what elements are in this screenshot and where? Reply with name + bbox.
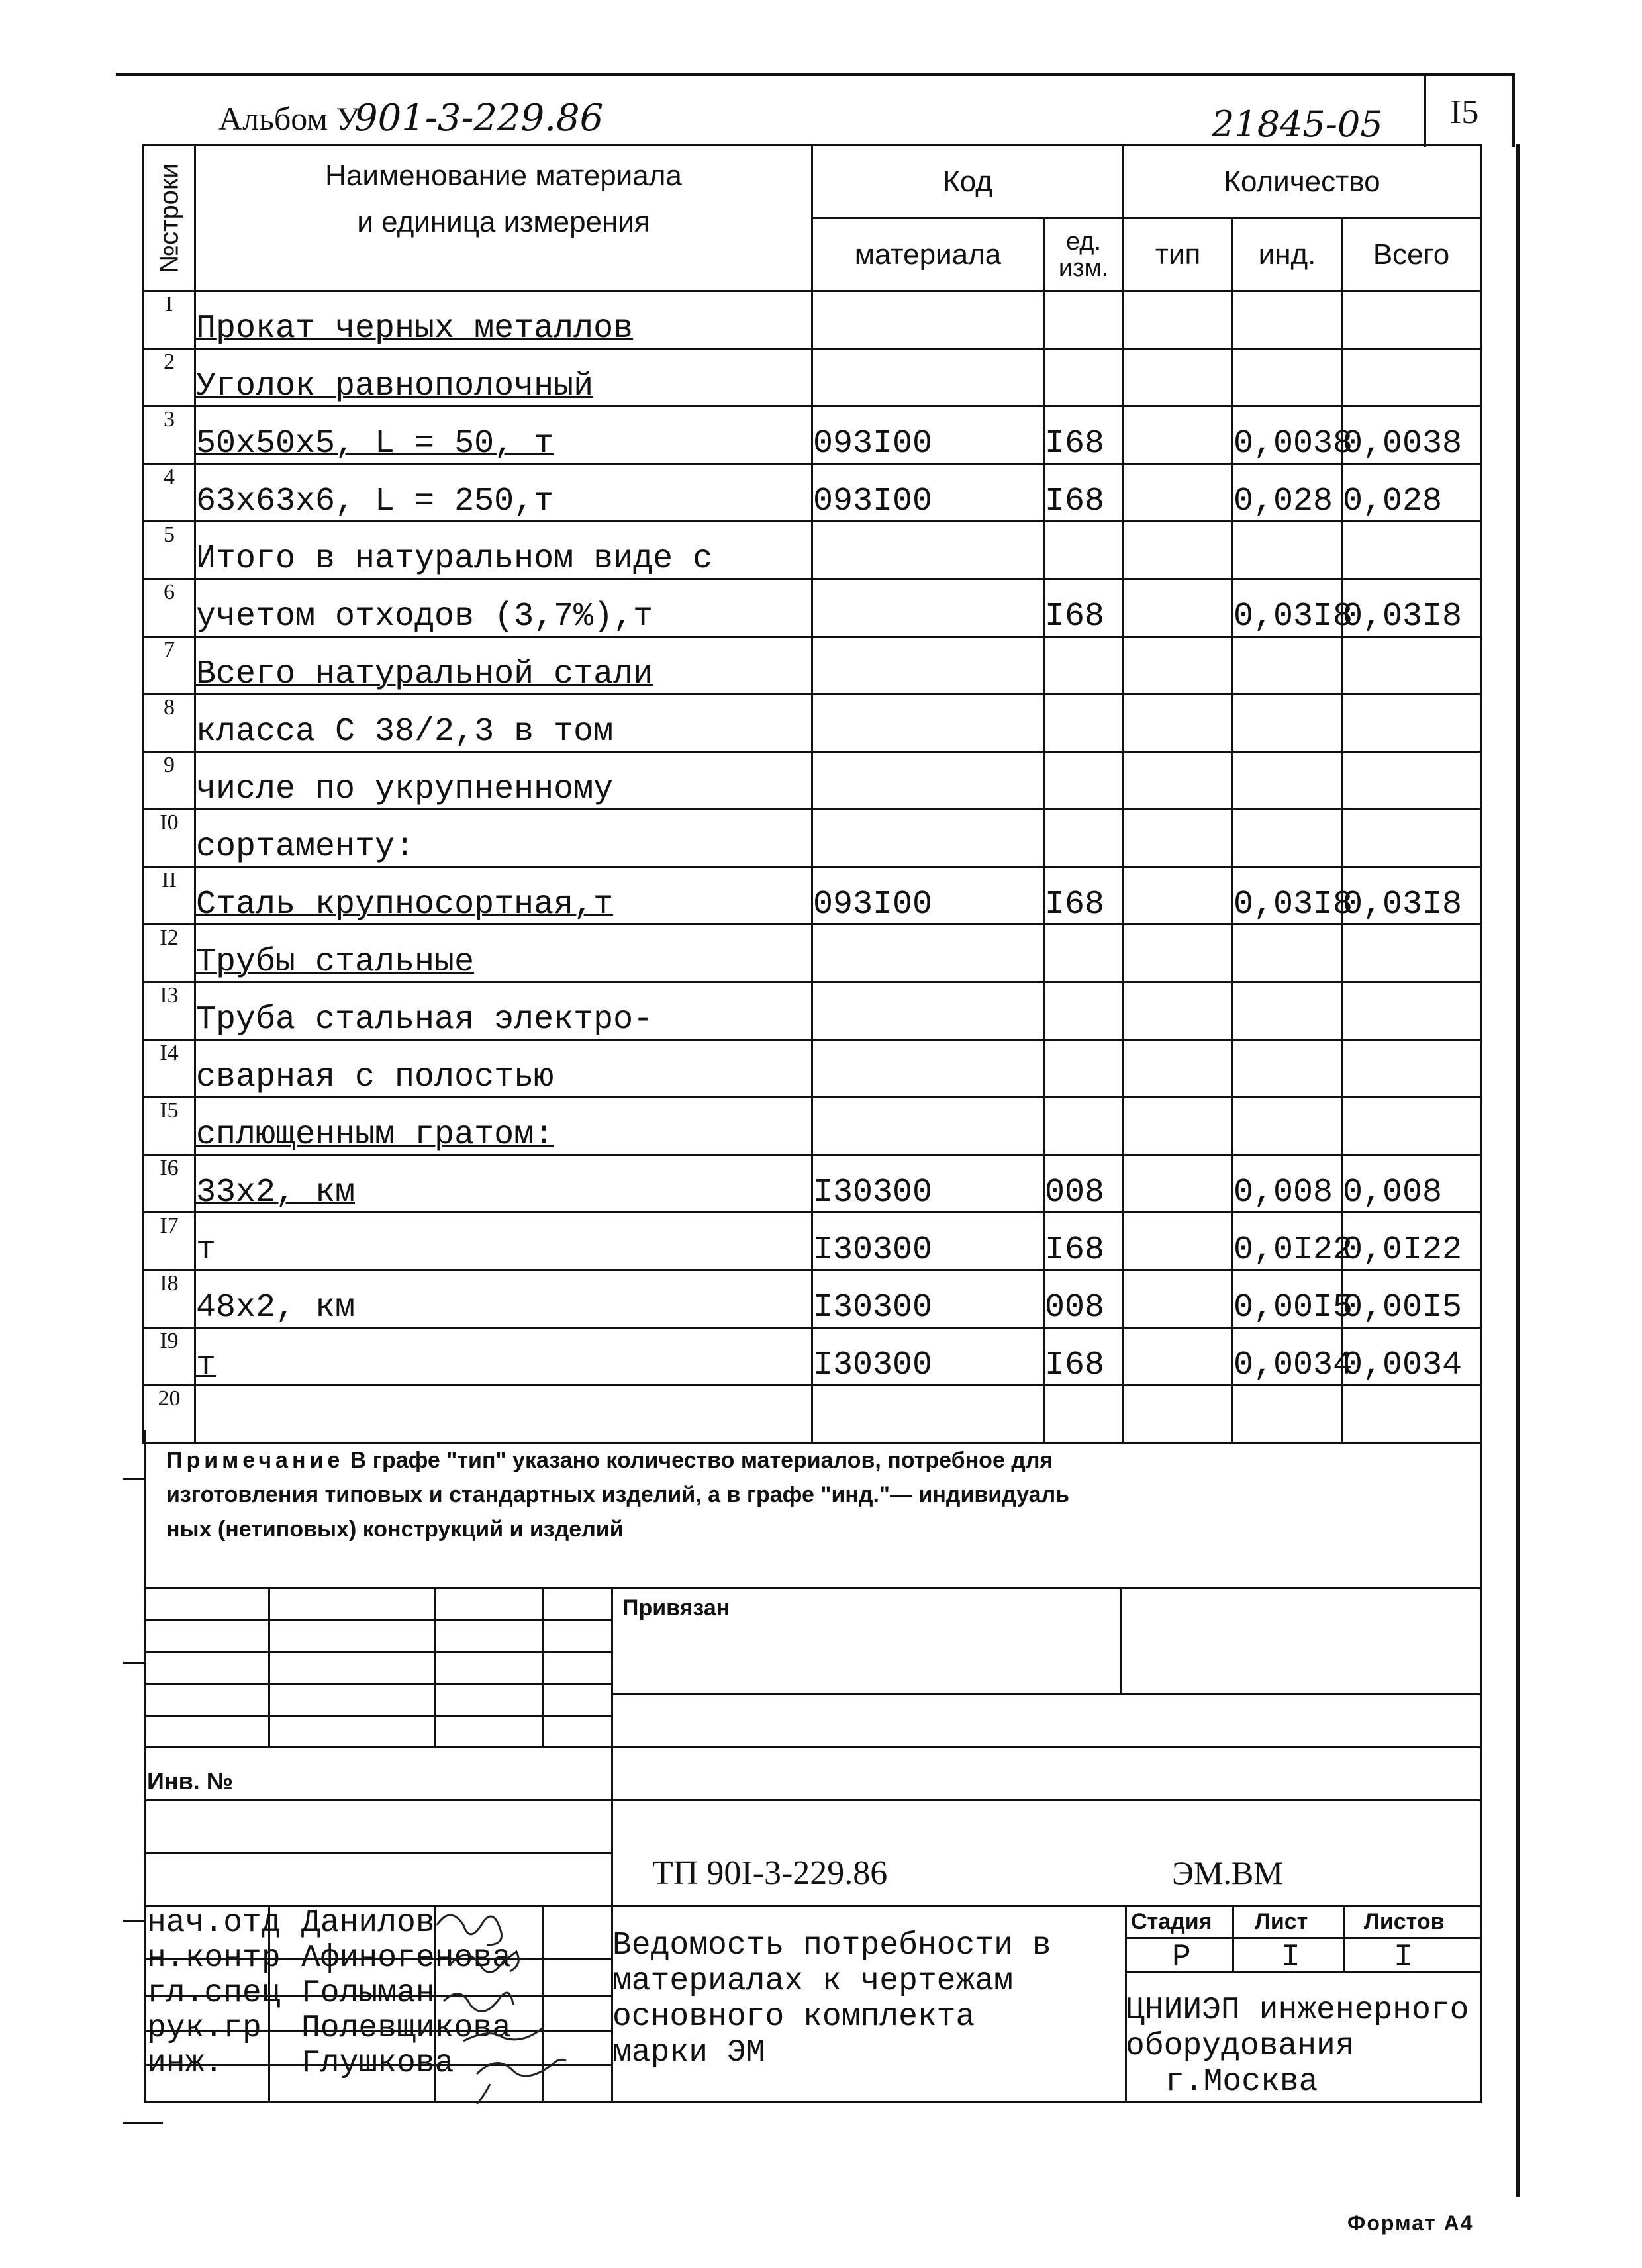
row-number-text: 6 bbox=[164, 580, 175, 604]
unit-code bbox=[1044, 810, 1124, 867]
sheets-label: Листов bbox=[1364, 1909, 1445, 1934]
qty-individual-text: 0,03I8 bbox=[1233, 598, 1353, 636]
table-row bbox=[144, 1328, 1481, 1386]
row-number-text: I bbox=[165, 292, 173, 316]
signatory-role: гл.спец bbox=[147, 1975, 281, 2011]
row-number bbox=[144, 1270, 195, 1328]
unit-code bbox=[1044, 982, 1124, 1040]
unit-code-text: I68 bbox=[1045, 1231, 1105, 1269]
header-top-line bbox=[116, 73, 1513, 76]
signatures-graphic bbox=[424, 1905, 622, 2110]
row-number-text: I5 bbox=[160, 1098, 179, 1123]
signatory-role: н.контр bbox=[147, 1940, 281, 1976]
qty-total bbox=[1342, 1328, 1481, 1386]
material-code-text: 093I00 bbox=[813, 483, 933, 520]
material-name-text: сортаменту: bbox=[196, 828, 415, 866]
note-text bbox=[166, 1443, 1120, 1546]
row-number bbox=[144, 925, 195, 982]
unit-code-text: 008 bbox=[1045, 1174, 1105, 1211]
qty-individual bbox=[1233, 464, 1342, 522]
material-code bbox=[812, 925, 1044, 982]
material-code bbox=[812, 464, 1044, 522]
qty-individual bbox=[1233, 752, 1342, 810]
table-row bbox=[144, 694, 1481, 752]
sheets-value: I bbox=[1394, 1940, 1413, 1975]
row-number bbox=[144, 637, 195, 694]
qty-total bbox=[1342, 925, 1481, 982]
note-body: В графе "тип" указано количество материалов, потребное для изготовления типовых и стандартных изделий, а в графе "инд."— индивидуаль ных (нетиповых) конструкций и изделий bbox=[166, 1448, 1070, 1542]
header-qty-type: тип bbox=[1124, 218, 1233, 291]
document-title-line: основного комплекта bbox=[612, 1999, 975, 2035]
row-number bbox=[144, 810, 195, 867]
row-number bbox=[144, 579, 195, 637]
material-name-text: Уголок равнополочный bbox=[196, 367, 594, 405]
qty-individual bbox=[1233, 810, 1342, 867]
qty-total-text: 0,028 bbox=[1343, 483, 1443, 520]
row-number-text: 9 bbox=[164, 753, 175, 777]
material-code bbox=[812, 982, 1044, 1040]
stamp-line bbox=[146, 1746, 1480, 1748]
qty-type bbox=[1124, 1040, 1233, 1098]
qty-individual-text: 0,03I8 bbox=[1233, 886, 1353, 923]
material-name bbox=[195, 810, 812, 867]
organization-line: оборудования bbox=[1126, 2028, 1355, 2064]
unit-code bbox=[1044, 1040, 1124, 1098]
material-name-text: сварная с полостью bbox=[196, 1059, 554, 1096]
row-number-text: I4 bbox=[160, 1041, 179, 1065]
material-code bbox=[812, 291, 1044, 349]
qty-total bbox=[1342, 291, 1481, 349]
material-name bbox=[195, 291, 812, 349]
header-name-line1: Наименование материала bbox=[325, 160, 682, 192]
stage-label: Стадия bbox=[1131, 1909, 1212, 1934]
material-name-text: 48x2, км bbox=[196, 1289, 356, 1327]
organization bbox=[1126, 1993, 1469, 2100]
material-code-text: 093I00 bbox=[813, 886, 933, 923]
unit-code bbox=[1044, 291, 1124, 349]
table-row bbox=[144, 810, 1481, 867]
table-row bbox=[144, 1040, 1481, 1098]
qty-individual-text: 0,028 bbox=[1233, 483, 1333, 520]
material-name bbox=[195, 867, 812, 925]
paper-format: Формат А4 bbox=[1347, 2211, 1474, 2235]
material-name bbox=[195, 1270, 812, 1328]
material-code bbox=[812, 694, 1044, 752]
material-name bbox=[195, 349, 812, 406]
table-row bbox=[144, 1155, 1481, 1213]
material-code-text: I30300 bbox=[813, 1289, 933, 1327]
qty-total bbox=[1342, 406, 1481, 464]
unit-code-text: I68 bbox=[1045, 886, 1105, 923]
unit-code bbox=[1044, 1328, 1124, 1386]
material-name bbox=[195, 522, 812, 579]
material-code bbox=[812, 349, 1044, 406]
material-code bbox=[812, 406, 1044, 464]
sheet-number: I5 bbox=[1450, 93, 1479, 131]
material-name-text: числе по укрупненному bbox=[196, 771, 614, 808]
qty-individual bbox=[1233, 1040, 1342, 1098]
unit-code bbox=[1044, 579, 1124, 637]
table-row bbox=[144, 1270, 1481, 1328]
table-row bbox=[144, 1213, 1481, 1270]
qty-type bbox=[1124, 349, 1233, 406]
row-number-text: I7 bbox=[160, 1213, 179, 1238]
qty-individual bbox=[1233, 349, 1342, 406]
signatory-name: Данилов bbox=[301, 1905, 435, 1941]
qty-total-text: 0,0I22 bbox=[1343, 1231, 1463, 1269]
material-code-text: 093I00 bbox=[813, 425, 933, 463]
stamp-line bbox=[146, 1619, 611, 1621]
row-number bbox=[144, 1213, 195, 1270]
row-number bbox=[144, 1155, 195, 1213]
signatory-name: Афиногенова bbox=[301, 1940, 511, 1976]
unit-code bbox=[1044, 925, 1124, 982]
unit-code bbox=[1044, 1213, 1124, 1270]
album-label: Альбом У bbox=[218, 100, 360, 137]
qty-type bbox=[1124, 1098, 1233, 1155]
qty-total bbox=[1342, 982, 1481, 1040]
unit-code bbox=[1044, 694, 1124, 752]
row-number bbox=[144, 522, 195, 579]
row-number bbox=[144, 982, 195, 1040]
material-code-text: I30300 bbox=[813, 1174, 933, 1211]
material-code bbox=[812, 1213, 1044, 1270]
unit-code bbox=[1044, 637, 1124, 694]
qty-type bbox=[1124, 522, 1233, 579]
stamp-line bbox=[146, 1651, 611, 1653]
qty-total bbox=[1342, 522, 1481, 579]
row-number bbox=[144, 291, 195, 349]
row-number-text: II bbox=[162, 868, 177, 892]
qty-total bbox=[1342, 349, 1481, 406]
material-name bbox=[195, 579, 812, 637]
row-number-text: 4 bbox=[164, 465, 175, 489]
album-number: 901-3-229.86 bbox=[354, 97, 604, 140]
table-row bbox=[144, 925, 1481, 982]
margin-tick bbox=[123, 1478, 144, 1480]
row-number bbox=[144, 1040, 195, 1098]
qty-total bbox=[1342, 1155, 1481, 1213]
sheet-label: Лист bbox=[1255, 1909, 1308, 1934]
signatory-name: Полевщикова bbox=[301, 2010, 511, 2046]
table-row bbox=[144, 982, 1481, 1040]
header-right-border bbox=[1512, 73, 1515, 147]
qty-type bbox=[1124, 1213, 1233, 1270]
row-number-text: I8 bbox=[160, 1271, 179, 1296]
qty-individual bbox=[1233, 637, 1342, 694]
qty-total bbox=[1342, 637, 1481, 694]
signatory-name: Голыман bbox=[301, 1975, 435, 2011]
unit-code bbox=[1044, 349, 1124, 406]
material-code-text: I30300 bbox=[813, 1347, 933, 1384]
unit-code bbox=[1044, 522, 1124, 579]
material-name-text: учетом отходов (3,7%),т bbox=[196, 598, 653, 636]
qty-individual bbox=[1233, 406, 1353, 464]
qty-type bbox=[1124, 406, 1233, 464]
material-name bbox=[195, 1155, 812, 1213]
material-name-text: сплющенным гратом: bbox=[196, 1116, 554, 1154]
qty-type bbox=[1124, 1270, 1233, 1328]
qty-type bbox=[1124, 810, 1233, 867]
material-code bbox=[812, 752, 1044, 810]
material-code bbox=[812, 1040, 1044, 1098]
row-number bbox=[144, 349, 195, 406]
stamp-line bbox=[1120, 1587, 1122, 1693]
material-name-text: 63x63x6, L = 250,т bbox=[196, 483, 554, 520]
qty-individual bbox=[1233, 522, 1342, 579]
qty-total bbox=[1342, 752, 1481, 810]
material-name bbox=[195, 637, 812, 694]
qty-individual bbox=[1233, 1328, 1353, 1386]
material-code bbox=[812, 522, 1044, 579]
unit-code bbox=[1044, 1155, 1124, 1213]
signatory-role: нач.отд bbox=[147, 1905, 281, 1941]
qty-individual bbox=[1233, 1213, 1353, 1270]
stamp-line bbox=[268, 1587, 270, 1746]
material-code bbox=[812, 1270, 1044, 1328]
unit-code-text: I68 bbox=[1045, 598, 1105, 636]
qty-total-text: 0,00I5 bbox=[1343, 1289, 1463, 1327]
material-name bbox=[195, 1328, 812, 1386]
row-number-text: 5 bbox=[164, 522, 175, 547]
material-name-text: Сталь крупносортная,т bbox=[196, 886, 614, 923]
document-title bbox=[612, 1928, 1051, 2071]
unit-code bbox=[1044, 1098, 1124, 1155]
material-name bbox=[195, 1098, 812, 1155]
row-number-text: I0 bbox=[160, 810, 179, 835]
material-name bbox=[195, 925, 812, 982]
material-name bbox=[195, 752, 812, 810]
material-code bbox=[812, 1328, 1044, 1386]
document-title-line: марки ЭМ bbox=[612, 2035, 765, 2071]
unit-code-text: 008 bbox=[1045, 1289, 1105, 1327]
qty-type bbox=[1124, 291, 1233, 349]
header-sheet-box-line bbox=[1424, 73, 1426, 147]
header-code-unit: ед. изм. bbox=[1044, 218, 1124, 291]
qty-type bbox=[1124, 867, 1233, 925]
material-name-text: т bbox=[196, 1347, 217, 1384]
unit-code bbox=[1044, 464, 1124, 522]
qty-total-text: 0,0034 bbox=[1343, 1347, 1463, 1384]
material-name-text: Итого в натуральном виде с bbox=[196, 540, 713, 578]
table-row bbox=[144, 867, 1481, 925]
qty-individual bbox=[1233, 867, 1353, 925]
header-material-name bbox=[195, 146, 812, 291]
table-row bbox=[144, 637, 1481, 694]
material-name bbox=[195, 1040, 812, 1098]
margin-tick bbox=[123, 2122, 163, 2124]
qty-individual bbox=[1233, 982, 1342, 1040]
row-number-text: I2 bbox=[160, 925, 179, 950]
document-title-line: материалах к чертежам bbox=[612, 1963, 1013, 1999]
header-row-number: №строки bbox=[144, 146, 195, 291]
table-row bbox=[144, 522, 1481, 579]
row-number-text: I3 bbox=[160, 983, 179, 1008]
table-row bbox=[144, 406, 1481, 464]
row-number-text: I9 bbox=[160, 1329, 179, 1353]
stamp-line bbox=[146, 1852, 611, 1854]
row-number-text: 20 bbox=[158, 1386, 181, 1411]
material-code bbox=[812, 1098, 1044, 1155]
document-designation: ТП 90I-3-229.86 bbox=[652, 1854, 888, 1892]
row-number bbox=[144, 1098, 195, 1155]
stamp-line bbox=[1125, 1937, 1480, 1939]
row-number bbox=[144, 867, 195, 925]
qty-type bbox=[1124, 694, 1233, 752]
organization-line: ЦНИИЭП инженерного bbox=[1126, 1993, 1469, 2028]
material-name bbox=[195, 406, 812, 464]
table-row bbox=[144, 349, 1481, 406]
qty-individual-text: 0,0038 bbox=[1233, 425, 1353, 463]
table-body bbox=[144, 291, 1481, 1443]
row-number-text: 3 bbox=[164, 407, 175, 432]
signatory-role: рук.гр bbox=[147, 2010, 262, 2046]
bound-label: Привязан bbox=[622, 1595, 730, 1621]
row-number-text: 8 bbox=[164, 695, 175, 720]
signatory-name: Глушкова bbox=[301, 2046, 454, 2081]
row-number bbox=[144, 694, 195, 752]
row-number bbox=[144, 1328, 195, 1386]
unit-code bbox=[1044, 752, 1124, 810]
stamp-line bbox=[542, 1587, 544, 1746]
qty-individual-text: 0,0034 bbox=[1233, 1347, 1353, 1384]
organization-line: г.Москва bbox=[1165, 2064, 1318, 2100]
qty-total bbox=[1342, 1098, 1481, 1155]
qty-total bbox=[1342, 694, 1481, 752]
material-name-text: Трубы стальные bbox=[196, 943, 475, 981]
table-row bbox=[144, 1098, 1481, 1155]
qty-total-text: 0,03I8 bbox=[1343, 886, 1463, 923]
stamp-line bbox=[146, 1715, 611, 1717]
row-number-text: I6 bbox=[160, 1156, 179, 1180]
qty-total bbox=[1342, 810, 1481, 867]
material-name-text: 33x2, км bbox=[196, 1174, 356, 1211]
qty-total-text: 0,03I8 bbox=[1343, 598, 1463, 636]
qty-individual bbox=[1233, 694, 1342, 752]
material-name-text: 50x50x5, L = 50, т bbox=[196, 425, 554, 463]
qty-total bbox=[1342, 579, 1481, 637]
right-margin-line bbox=[1516, 144, 1520, 2197]
unit-code-text: I68 bbox=[1045, 483, 1105, 520]
stamp-line bbox=[434, 1587, 436, 1746]
margin-tick bbox=[123, 1662, 144, 1664]
header-qty-ind: инд. bbox=[1233, 218, 1342, 291]
qty-individual-text: 0,00I5 bbox=[1233, 1289, 1353, 1327]
stage-value: Р bbox=[1172, 1940, 1191, 1975]
material-name-text: Всего натуральной стали bbox=[196, 655, 653, 693]
note-block bbox=[144, 1430, 1482, 1589]
qty-total bbox=[1342, 1270, 1481, 1328]
qty-type bbox=[1124, 982, 1233, 1040]
qty-individual bbox=[1233, 291, 1342, 349]
material-name bbox=[195, 464, 812, 522]
qty-type bbox=[1124, 925, 1233, 982]
qty-type bbox=[1124, 752, 1233, 810]
qty-total bbox=[1342, 867, 1481, 925]
unit-code-text: I68 bbox=[1045, 425, 1105, 463]
row-number bbox=[144, 752, 195, 810]
stamp-line bbox=[146, 1683, 611, 1685]
row-number bbox=[144, 464, 195, 522]
unit-code bbox=[1044, 867, 1124, 925]
qty-total-text: 0,0038 bbox=[1343, 425, 1463, 463]
qty-individual bbox=[1233, 925, 1342, 982]
material-code bbox=[812, 867, 1044, 925]
qty-total bbox=[1342, 1040, 1481, 1098]
inventory-number-label: Инв. № bbox=[147, 1768, 233, 1795]
table-row bbox=[144, 464, 1481, 522]
row-number bbox=[144, 406, 195, 464]
material-code bbox=[812, 1155, 1044, 1213]
qty-type bbox=[1124, 464, 1233, 522]
qty-individual bbox=[1233, 579, 1353, 637]
header-name-line2: и единица измерения bbox=[357, 206, 650, 238]
header-code-material: материала bbox=[812, 218, 1044, 291]
qty-type bbox=[1124, 579, 1233, 637]
qty-individual bbox=[1233, 1270, 1353, 1328]
row-number-text: 7 bbox=[164, 638, 175, 662]
materials-table bbox=[142, 144, 1482, 1444]
material-name-text: т bbox=[196, 1231, 217, 1269]
material-name bbox=[195, 1213, 812, 1270]
row-number-text: 2 bbox=[164, 350, 175, 374]
material-name bbox=[195, 694, 812, 752]
qty-type bbox=[1124, 637, 1233, 694]
stamp-line bbox=[611, 1693, 1480, 1695]
qty-individual bbox=[1233, 1098, 1342, 1155]
unit-code bbox=[1044, 406, 1124, 464]
header-qty-total: Всего bbox=[1342, 218, 1481, 291]
material-name-text: класса С 38/2,3 в том bbox=[196, 713, 614, 751]
material-code-text: I30300 bbox=[813, 1231, 933, 1269]
material-name-text: Прокат черных металлов bbox=[196, 310, 634, 348]
signatory-role: инж. bbox=[147, 2046, 224, 2081]
qty-type bbox=[1124, 1328, 1233, 1386]
header-quantity-group: Количество bbox=[1124, 146, 1481, 218]
unit-code bbox=[1044, 1270, 1124, 1328]
margin-tick bbox=[123, 1920, 144, 1922]
qty-type bbox=[1124, 1155, 1233, 1213]
qty-individual-text: 0,0I22 bbox=[1233, 1231, 1353, 1269]
table-row bbox=[144, 291, 1481, 349]
header-code-group: Код bbox=[812, 146, 1124, 218]
qty-total-text: 0,008 bbox=[1343, 1174, 1443, 1211]
note-title: Примечание bbox=[166, 1448, 344, 1473]
sheet-value: I bbox=[1281, 1940, 1300, 1975]
stamp-line bbox=[146, 1799, 1480, 1801]
document-mark: ЭМ.ВМ bbox=[1172, 1854, 1283, 1891]
qty-total bbox=[1342, 1213, 1481, 1270]
document-code: 21845-05 bbox=[1212, 103, 1383, 145]
material-name-text: Труба стальная электро- bbox=[196, 1001, 653, 1039]
table-row bbox=[144, 579, 1481, 637]
qty-individual-text: 0,008 bbox=[1233, 1174, 1333, 1211]
material-code bbox=[812, 637, 1044, 694]
material-code bbox=[812, 810, 1044, 867]
qty-total bbox=[1342, 464, 1481, 522]
document-title-line: Ведомость потребности в bbox=[612, 1928, 1051, 1963]
table-row bbox=[144, 752, 1481, 810]
material-code bbox=[812, 579, 1044, 637]
qty-individual bbox=[1233, 1155, 1342, 1213]
material-name bbox=[195, 982, 812, 1040]
unit-code-text: I68 bbox=[1045, 1347, 1105, 1384]
